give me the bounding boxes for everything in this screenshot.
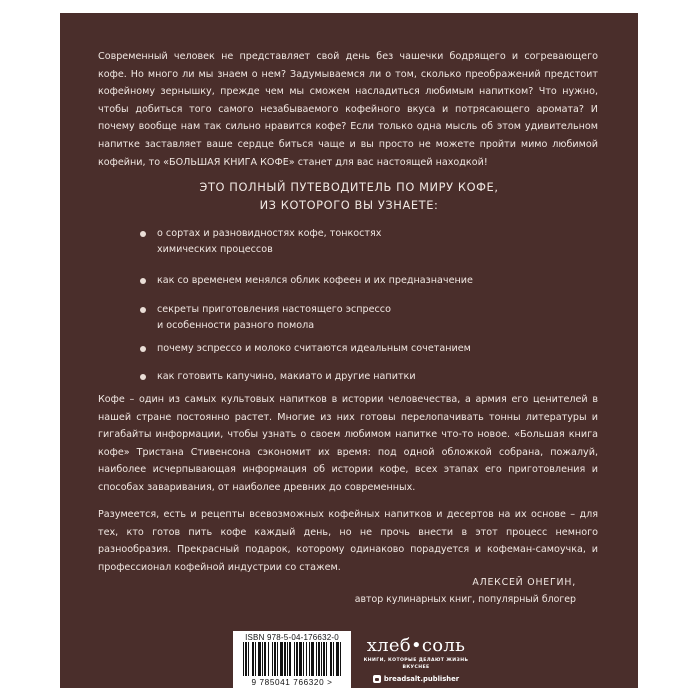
- barcode-bar: [274, 642, 276, 676]
- barcode-bar: [268, 642, 269, 676]
- barcode-bar: [340, 642, 341, 676]
- isbn-label: ISBN 978-5-04-176632-0: [245, 633, 339, 642]
- bullet-dot-icon: [140, 231, 146, 237]
- barcode-bar: [284, 642, 286, 676]
- isbn-barcode: [233, 631, 351, 688]
- guide-heading-line-1: ЭТО ПОЛНЫЙ ПУТЕВОДИТЕЛЬ ПО МИРУ КОФЕ,: [199, 180, 499, 194]
- list-item-line-2: и особенности разного помола: [157, 320, 315, 331]
- list-item-line-1: секреты приготовления настоящего эспрессо: [157, 304, 391, 315]
- intro-paragraph: Современный человек не представляет свой день без чашечки бодрящего и согревающего кофе. Но много ли мы знаем о нем? Задумываемся ли о том, сколько преображений предстоит кофейному зернышку, прежде чем мы сможем насладиться любимым напитком? Что нужно, чтобы добиться того самого незабываемого кофейного вкуса и потрясающего аромата? И почему вообще нам так сильно нравится кофе? Если только одна мысль об этом удивительном напитке заставляет ваше сердце биться чаще и вы просто не можете пройти мимо любимой кофейни, то «БОЛЬШАЯ КНИГА КОФЕ» станет для вас настоящей находкой!: [98, 51, 598, 168]
- list-item-line-1: почему эспрессо и молоко считаются идеальным сочетанием: [157, 343, 471, 354]
- publisher-site-label: breadsalt.publisher: [383, 675, 460, 683]
- barcode-bars: [243, 642, 341, 676]
- publisher-name: хлеб•соль: [366, 635, 466, 656]
- bullet-dot-icon: [140, 346, 146, 352]
- publisher-site: [360, 674, 472, 685]
- barcode-bar: [323, 642, 325, 676]
- barcode-bar: [303, 642, 304, 676]
- barcode-bar: [333, 642, 334, 676]
- barcode-bar: [299, 642, 302, 676]
- barcode-bar: [289, 642, 291, 676]
- barcode-bar: [262, 642, 263, 676]
- barcode-bar: [280, 642, 283, 676]
- barcode-bar: [264, 642, 266, 676]
- bullet-dot-icon: [140, 278, 146, 284]
- recipes-paragraph: Разумеется, есть и рецепты всевозможных кофейных напитков и десертов на их основе – для тех, кто готов пить кофе каждый день, но не прочь внести в этот процесс немного разнообразия. Прекрасный подарок, которому одинаково порадуется и кофеман-самоучка, и профессионал кофейной индустрии со стажем.: [98, 509, 598, 573]
- barcode-bar: [294, 642, 295, 676]
- barcode-bar: [336, 642, 339, 676]
- barcode-bar: [258, 642, 261, 676]
- barcode-bar: [311, 642, 314, 676]
- barcode-bar: [277, 642, 278, 676]
- barcode-bar: [296, 642, 298, 676]
- author-name: АЛЕКСЕЙ ОНЕГИН,: [472, 577, 576, 588]
- review-author: [355, 574, 576, 608]
- guide-heading-line-2: ИЗ КОТОРОГО ВЫ УЗНАЕТЕ:: [259, 197, 439, 212]
- barcode-bar: [245, 642, 247, 676]
- list-item-line-1: о сортах и разновидностях кофе, тонкостях: [157, 228, 382, 239]
- list-item-line-2: химических процессов: [157, 244, 273, 255]
- barcode-bar: [321, 642, 322, 676]
- barcode-bar: [316, 642, 317, 676]
- barcode-bar: [326, 642, 327, 676]
- bullet-dot-icon: [140, 374, 146, 380]
- list-item: [157, 369, 587, 385]
- barcode-bar: [306, 642, 307, 676]
- history-paragraph: Кофе – один из самых культовых напитков в истории человечества, а армия его ценителей в нашей стране постоянно растет. Многие из них готовы перелопачивать тонны литературы и гигабайты информации, чтобы узнать о своем любимом напитке что-то новое. «Большая книга кофе» Тристана Стивенсона сэкономит их время: под одной обложкой собрана, пожалуй, наиболее исчерпывающая информация об истории кофе, всех этапах его приготовления и способах заваривания, от наиболее древних до современных.: [98, 394, 598, 493]
- book-back-cover: [60, 13, 638, 688]
- barcode-bar: [248, 642, 249, 676]
- barcode-bar: [252, 642, 254, 676]
- barcode-bar: [318, 642, 320, 676]
- barcode-number: 9 785041 766320 >: [251, 678, 333, 687]
- barcode-bar: [330, 642, 332, 676]
- list-item: [157, 302, 587, 334]
- social-icon: [373, 675, 381, 683]
- list-item: [157, 273, 587, 289]
- publisher-tagline: КНИГИ, КОТОРЫЕ ДЕЛАЮТ ЖИЗНЬ ВКУСНЕЕ: [363, 658, 469, 670]
- barcode-bar: [255, 642, 256, 676]
- list-item: [157, 226, 587, 258]
- barcode-bar: [272, 642, 273, 676]
- list-item-line-1: как готовить капучино, макиато и другие напитки: [157, 371, 416, 382]
- barcode-bar: [243, 642, 244, 676]
- barcode-bar: [287, 642, 288, 676]
- list-item-line-1: как со временем менялся облик кофеен и их предназначение: [157, 275, 473, 286]
- publisher-logo: [360, 635, 472, 685]
- barcode-bar: [309, 642, 310, 676]
- author-role: автор кулинарных книг, популярный блогер: [354, 594, 576, 605]
- bullet-dot-icon: [140, 307, 146, 313]
- guide-heading: [140, 179, 558, 214]
- list-item: [157, 341, 587, 357]
